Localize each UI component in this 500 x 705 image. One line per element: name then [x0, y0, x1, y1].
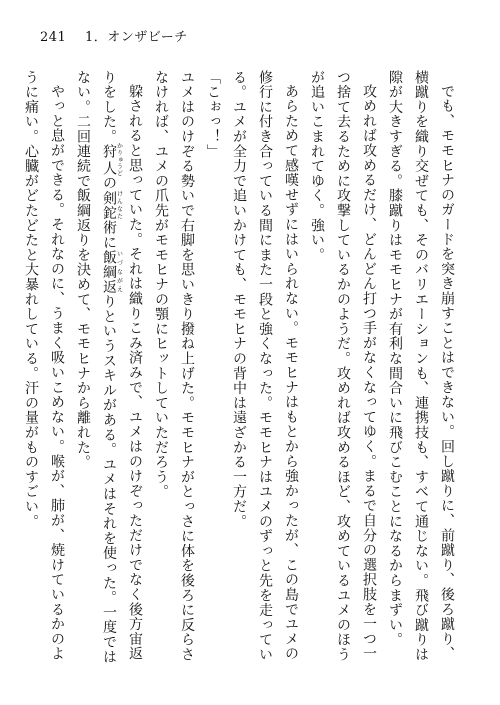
paragraph-5: ユメはのけぞる勢いで右脚を思いきり撥ね上げた。モモヒナがとっさに体を後ろに反らさなければ、ユメの爪先がモモヒナの顎にヒットしていただろう。	[153, 70, 195, 662]
paragraph-6-part-d: りというスキルがある。ユメはそれを使った。一度ではない。二回連続で飯綱返りを決めて、モモヒナから離れた。	[75, 70, 117, 665]
paragraph-6-part-a: 躱されると思っていた。それは織りこみ済みで、ユメはのけぞっただけでなく後方宙返りをした。	[101, 70, 143, 662]
paragraph-4-dialogue: 「こぉっ！」	[205, 70, 221, 159]
ruby-izuna	[101, 249, 123, 295]
paragraph-7: やっと息ができる。それなのに、うまく吸いこめない。喉が、肺が、焼けているかのように痛い。心臓がどたどたと大暴れしている。汗の量がものすごい。	[23, 70, 65, 662]
ruby-kariudo-base: 狩人	[101, 142, 117, 177]
ruby-izuna-reading: いづながえ	[115, 249, 123, 295]
paragraph-2: 攻めれば攻めるだけ、どんどん打つ手がなくなってゆく。まるで自分の選択肢を一つ一つ捨て去るために攻撃しているかのようだ。攻めれば攻めるほど、攻めているユメのほうが追いこまれてゆく。強い。	[309, 70, 377, 662]
chapter-title: 1．オンザビーチ	[84, 30, 188, 45]
vertical-body-text	[23, 70, 460, 670]
paragraph-3: あらためて感嘆せずにはいられない。モモヒナはもとから強かったが、この島でユメの修行に付き合っている間にまた一段と強くなった。モモヒナはユメのずっと先を走っている。ユメが全力で追いかけても、モモヒナの背中は遠ざかる一方だ。	[231, 70, 299, 662]
ruby-izuna-base: 飯綱返	[101, 249, 117, 295]
paragraph-1: でも、モモヒナのガードを突き崩すことはできない。回し蹴りに、前蹴り、後ろ蹴り、横蹴りを織り交ぜても、そのバリエーションも、連携技も、すべて通じない。飛び蹴りは隙が大きすぎる。膝蹴りはモモヒナが有利な間合いに飛びこむことになるからまずい。	[387, 70, 455, 662]
ruby-kenpo	[101, 190, 123, 221]
ruby-kariudo	[101, 142, 123, 177]
paragraph-6	[70, 70, 148, 670]
paragraph-6-part-c: 術に	[101, 220, 117, 250]
ruby-kariudo-reading: かりゅうど	[115, 142, 123, 177]
page-number: 241	[40, 30, 67, 45]
ruby-kenpo-reading: けんなた	[115, 190, 123, 221]
page-header	[40, 26, 188, 45]
ruby-kenpo-base: 剣鉈	[101, 190, 117, 221]
paragraph-6-part-b: の	[101, 175, 117, 191]
